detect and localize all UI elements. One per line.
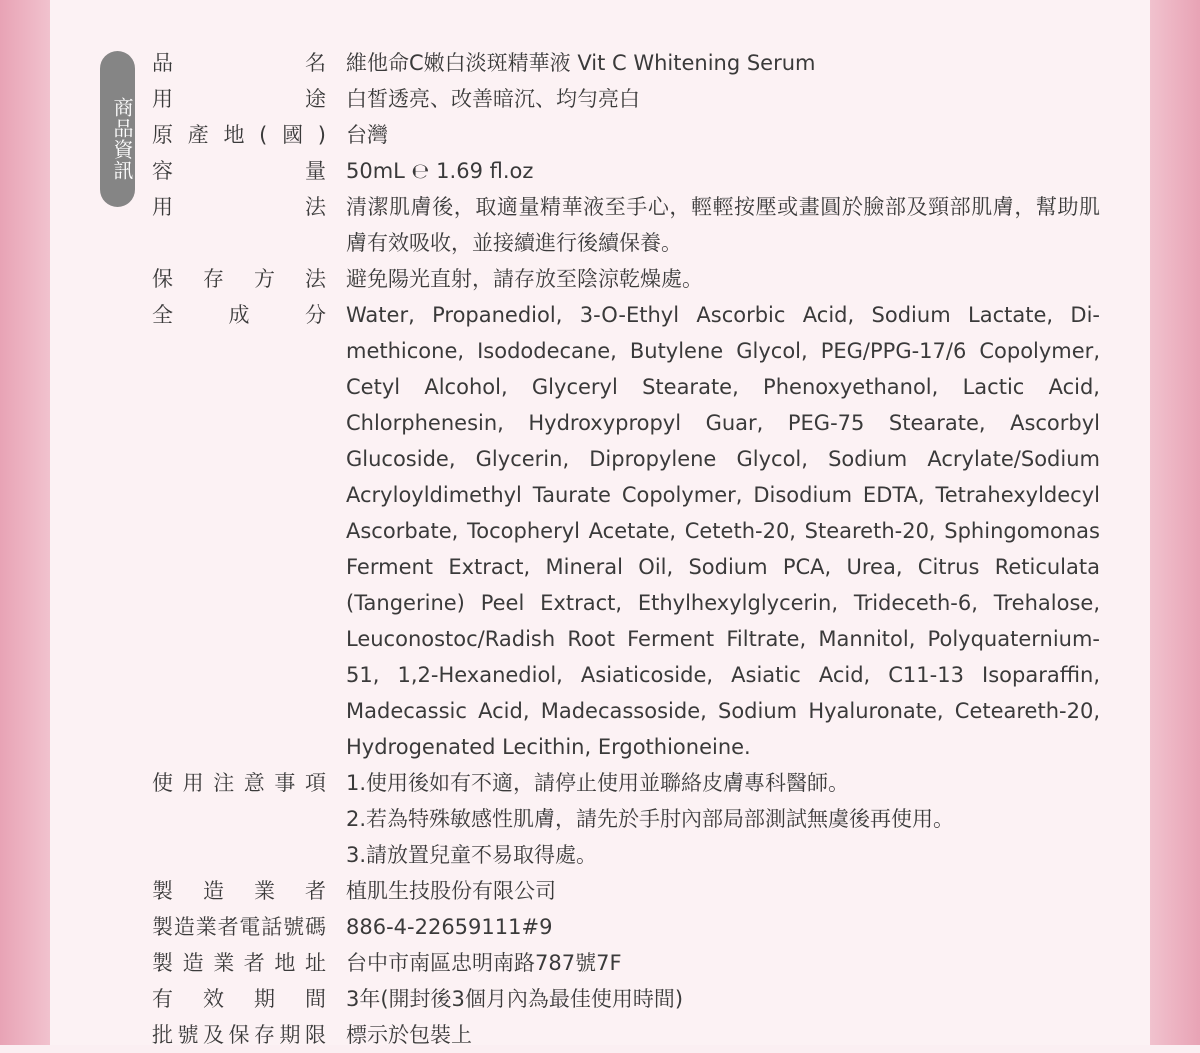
right-pink-border	[1150, 0, 1200, 1045]
spec-row-batch	[152, 1017, 1100, 1053]
spec-row-cautions	[152, 765, 1100, 873]
spec-row-ingredients	[152, 297, 1100, 765]
spec-value: 台灣	[346, 123, 388, 147]
spec-value: 3年(開封後3個月內為最佳使用時間)	[346, 987, 684, 1011]
spec-row-shelf-life	[152, 981, 1100, 1017]
product-info-tag: 商品資訊	[100, 51, 135, 207]
spec-label: 製造業者	[152, 879, 326, 903]
spec-value: 台中市南區忠明南路787號7F	[346, 951, 622, 975]
cautions-list	[346, 765, 1100, 873]
caution-item: 1.使用後如有不適，請停止使用並聯絡皮膚專科醫師。	[346, 771, 850, 795]
spec-label: 使用注意事項	[152, 771, 326, 795]
spec-row-product-name	[152, 45, 1100, 81]
left-pink-border	[0, 0, 50, 1045]
spec-label: 用法	[152, 195, 326, 219]
spec-label: 品名	[152, 51, 326, 75]
spec-row-volume	[152, 153, 1100, 189]
spec-label: 製造業者地址	[152, 951, 326, 975]
spec-label: 容量	[152, 159, 326, 183]
spec-label: 用途	[152, 87, 326, 111]
spec-label: 保存方法	[152, 267, 326, 291]
ingredients-list: Water, Propanediol, 3-O-Ethyl Ascorbic Acid, Sodium Lactate, Dimethicone, Isododecane, Butylene Glycol, PEG/PPG-17/6 Copolymer, Cetyl Alcohol, Glyceryl Stearate, Phenoxyethanol, Lactic Acid, Chlorphenesin, Hydroxypropyl Guar, PEG-75 Stearate, Ascorbyl Glucoside, Glycerin, Dipropylene Glycol, Sodium Acrylate/Sodium Acryloyldimethyl Taurate Copolymer, Disodium EDTA, Tetrahexyldecyl Ascorbate, Tocopheryl Acetate, Ceteth-20, Steareth-20, Sphingomonas Ferment Extract, Mineral Oil, Sodium PCA, Urea, Citrus Reticulata (Tangerine) Peel Extract, Ethylhexylglycerin, Trideceth-6, Trehalose, Leuconostoc/Radish Root Ferment Filtrate, Mannitol, Polyquaternium-51, 1,2-Hexanediol, Asiaticoside, Asiatic Acid, C11-13 Isoparaffin, Madecassic Acid, Madecassoside, Sodium Hyaluronate, Ceteareth-20, Hydrogenated Lecithin, Ergothioneine.	[346, 303, 1100, 759]
spec-value: 886-4-22659111#9	[346, 915, 553, 939]
spec-label: 製造業者電話號碼	[152, 915, 326, 939]
spec-value: 白皙透亮、改善暗沉、均勻亮白	[346, 87, 640, 111]
spec-value: 維他命C嫩白淡斑精華液 Vit C Whitening Serum	[346, 51, 816, 75]
spec-row-manufacturer	[152, 873, 1100, 909]
spec-row-manufacturer-phone	[152, 909, 1100, 945]
spec-label: 批號及保存期限	[152, 1023, 326, 1047]
spec-row-purpose	[152, 81, 1100, 117]
spec-label: 原產地(國)	[152, 123, 326, 147]
spec-value: 清潔肌膚後，取適量精華液至手心，輕輕按壓或畫圓於臉部及頸部肌膚，幫助肌膚有效吸收，並接續進行後續保養。	[346, 195, 1100, 255]
spec-row-storage	[152, 261, 1100, 297]
spec-label: 全成分	[152, 303, 326, 327]
spec-row-usage	[152, 189, 1100, 261]
spec-value: 50mL ℮ 1.69 fl.oz	[346, 159, 534, 183]
spec-value: 植肌生技股份有限公司	[346, 879, 556, 903]
spec-label: 有效期間	[152, 987, 326, 1011]
spec-row-manufacturer-address	[152, 945, 1100, 981]
caution-item: 2.若為特殊敏感性肌膚，請先於手肘內部局部測試無虞後再使用。	[346, 807, 955, 831]
caution-item: 3.請放置兒童不易取得處。	[346, 843, 598, 867]
spec-value: 避免陽光直射，請存放至陰涼乾燥處。	[346, 267, 703, 291]
spec-row-origin	[152, 117, 1100, 153]
product-spec-list	[152, 45, 1100, 1053]
spec-value: 標示於包裝上	[346, 1023, 472, 1047]
